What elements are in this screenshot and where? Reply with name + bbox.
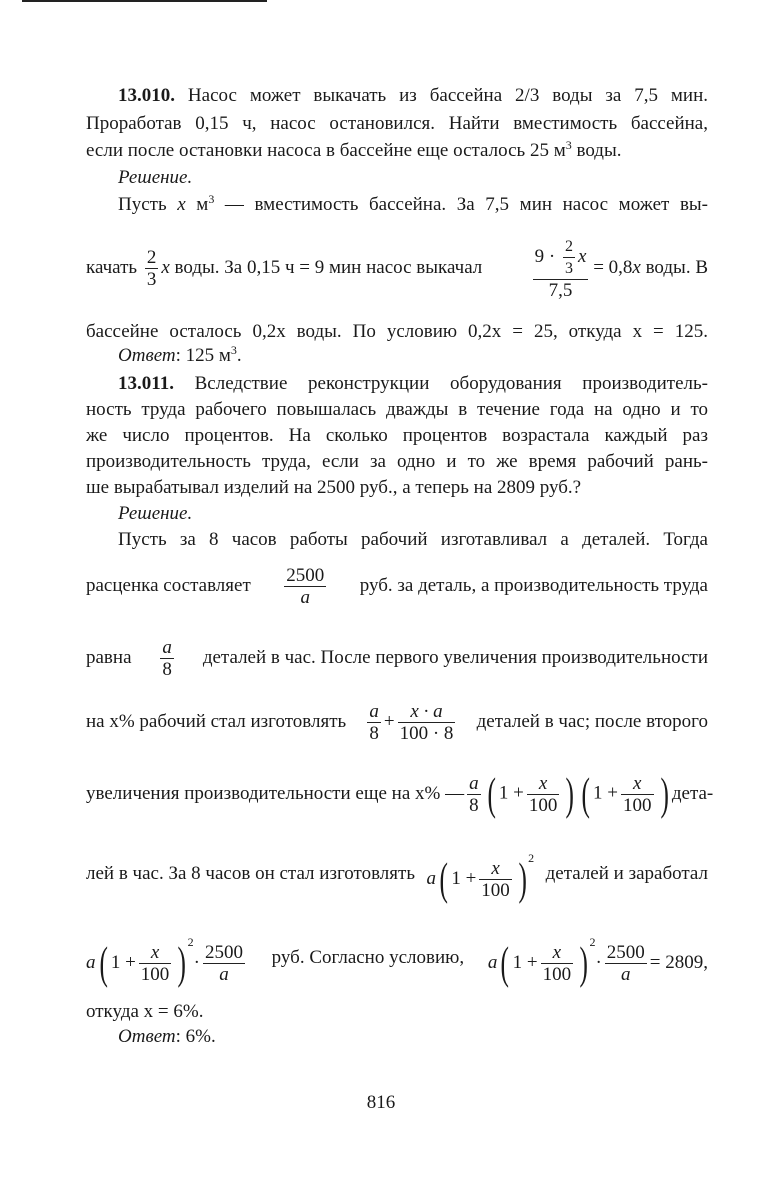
text: руб. Согласно условию, (271, 947, 465, 968)
var: x (632, 256, 641, 278)
solution-13011-line-2 (86, 558, 708, 614)
var: a (487, 951, 498, 973)
paren-close: ) (659, 768, 669, 819)
denominator: 8 (162, 658, 172, 680)
var: a (426, 867, 436, 889)
fraction (203, 942, 245, 985)
answer-label: Ответ (118, 345, 176, 366)
numerator (533, 236, 589, 280)
text: 1 + (498, 782, 524, 804)
fraction (367, 701, 381, 744)
text: м (185, 194, 209, 215)
exponent: 2 (187, 934, 194, 949)
solution-13011-line-8: откуда x = 6%. (86, 1001, 204, 1022)
superscript: 3 (565, 138, 572, 152)
problem-13010-line-3 (86, 139, 708, 163)
line-content-right (530, 236, 708, 301)
numerator: 2500 (286, 564, 325, 586)
fraction-rate (284, 565, 326, 608)
problem-number: 13.011. (118, 373, 174, 394)
var: a (86, 951, 96, 973)
text: — вместимость бассейна. За 7,5 мин насос может вы- (214, 194, 709, 215)
denominator: a (300, 586, 310, 608)
solution-13010-line-3: бассейне осталось 0,2x воды. По условию 0,2x = 25, откуда x = 125. (86, 321, 708, 342)
fraction-pumped (533, 236, 589, 301)
numerator: 2500 (606, 941, 645, 963)
denominator: 100 (528, 794, 558, 816)
text: качать (86, 256, 142, 278)
numerator: x (621, 773, 654, 795)
expression (488, 930, 708, 987)
text: : 125 м (175, 345, 231, 366)
text: если после остановки насоса в бассейне еще осталось 25 м (86, 140, 566, 161)
denominator: 100 (623, 794, 652, 816)
text: 1 + (512, 951, 538, 973)
text: деталей в час. После первого увеличения производительности (202, 647, 708, 668)
problem-13011-line-4: производительность труда, если за одно и то же время рабочий рань- (86, 451, 708, 472)
numerator: a (469, 772, 479, 794)
var: x (578, 245, 587, 267)
text: Насос может выкачать из бассейна 2/3 воды за 7,5 мин. (187, 85, 709, 106)
denominator: 3 (146, 268, 157, 290)
fraction (139, 942, 172, 985)
inner-fraction (563, 236, 575, 279)
text: деталей и заработал (545, 863, 708, 884)
text: воды. (571, 140, 622, 161)
expression (426, 846, 534, 903)
paren-close: ) (518, 853, 527, 905)
fraction (467, 773, 481, 816)
text: Вследствие реконструкции оборудования производитель- (194, 373, 708, 394)
text: увеличения производительности еще на x% — (86, 783, 465, 804)
solution-label: Решение. (118, 503, 193, 524)
numerator: x (541, 942, 574, 964)
text: . (236, 345, 242, 366)
text: дета- (671, 783, 714, 804)
var: x (177, 194, 186, 215)
solution-13011-line-7 (86, 926, 708, 990)
fraction (541, 942, 574, 985)
problem-13010-line-2: Проработав 0,15 ч, насос остановился. Найти вместимость бассейна, (86, 113, 708, 134)
paren-open: ( (487, 768, 496, 819)
text: лей в час. За 8 часов он стал изготовлять (86, 863, 415, 884)
paren-open: ( (500, 937, 510, 989)
text: на x% рабочий стал изготовлять (86, 711, 347, 732)
text: = 2809, (649, 951, 708, 973)
numerator: x (527, 773, 560, 795)
numerator: x · a (398, 701, 456, 723)
denominator: 100 (542, 963, 572, 985)
text: = 0,8 (588, 256, 633, 278)
page-number: 816 (366, 1092, 396, 1113)
exponent: 2 (589, 934, 596, 949)
solution-13011-line-4 (86, 696, 708, 748)
solution-13011-line-5 (86, 766, 714, 822)
denominator: a (621, 963, 631, 985)
expression (464, 768, 672, 819)
text: расценка составляет (86, 575, 251, 596)
superscript: 3 (208, 192, 215, 206)
text: 1 + (593, 782, 619, 804)
text: воды. В (640, 256, 708, 278)
operator: + (383, 710, 395, 732)
solution-13010-line-2 (86, 232, 708, 304)
paren-open: ( (581, 768, 590, 819)
numerator: x (139, 942, 172, 964)
operator: · (193, 951, 200, 973)
text: равна (86, 647, 132, 668)
fraction (398, 701, 456, 744)
superscript: 3 (230, 343, 237, 357)
numerator: 2500 (204, 941, 243, 963)
paren-close: ) (565, 768, 575, 819)
paren-open: ( (439, 853, 448, 905)
numerator: 2 (563, 236, 575, 258)
text: 9 · (534, 245, 556, 267)
problem-13010-line-1 (86, 84, 708, 108)
problem-number: 13.010. (118, 85, 175, 106)
denominator: 100 (140, 963, 170, 985)
var: x (161, 256, 170, 278)
solution-13011-line-1: Пусть за 8 часов работы рабочий изготавливал a деталей. Тогда (118, 529, 708, 550)
paren-close: ) (177, 937, 187, 989)
exponent: 2 (528, 850, 535, 865)
solution-13010-line-1 (86, 193, 708, 217)
text: 1 + (110, 951, 136, 973)
numerator: x (479, 858, 512, 880)
fraction (479, 858, 512, 901)
text: 1 + (451, 867, 477, 889)
text: руб. за деталь, а производительность труда (359, 575, 708, 596)
solution-label: Решение. (118, 167, 193, 188)
numerator: a (369, 700, 379, 722)
line-content (86, 247, 482, 290)
denominator: 3 (565, 259, 573, 277)
fraction-a-over-8 (160, 637, 174, 680)
problem-13011-line-5: ше вырабатывал изделий на 2500 руб., а теперь на 2809 руб.? (86, 477, 582, 498)
denominator: 100 (481, 879, 510, 901)
answer-13011 (86, 1025, 708, 1049)
numerator: a (162, 636, 172, 658)
denominator: 8 (369, 722, 379, 744)
denominator: 100 · 8 (399, 722, 454, 744)
fraction (527, 773, 560, 816)
expression (86, 930, 248, 987)
problem-13011-line-2: ность труда рабочего повышалась дважды в течение года на одно и то (86, 399, 708, 420)
fraction-two-thirds (145, 247, 159, 290)
text: деталей в час; после второго (476, 711, 708, 732)
paren-open: ( (98, 937, 108, 989)
paren-close: ) (579, 937, 589, 989)
numerator: 2 (146, 246, 157, 268)
solution-13011-line-3 (86, 632, 708, 684)
denominator: a (219, 963, 229, 985)
text: : 6%. (175, 1026, 216, 1047)
problem-13011-line-1 (86, 372, 708, 396)
text: воды. За 0,15 ч = 9 мин насос выкачал (169, 256, 483, 278)
problem-13011-line-3: же число процентов. На сколько процентов возрастала каждый раз (86, 425, 708, 446)
solution-13011-line-6 (86, 842, 708, 906)
fraction (605, 942, 647, 985)
answer-13010 (86, 344, 708, 368)
answer-label: Ответ (118, 1026, 176, 1047)
operator: · (595, 951, 602, 973)
denominator: 8 (469, 794, 479, 816)
text: Пусть (118, 194, 178, 215)
fraction (621, 773, 654, 816)
expression (364, 701, 458, 744)
denominator: 7,5 (548, 279, 573, 301)
top-rule (22, 0, 267, 2)
